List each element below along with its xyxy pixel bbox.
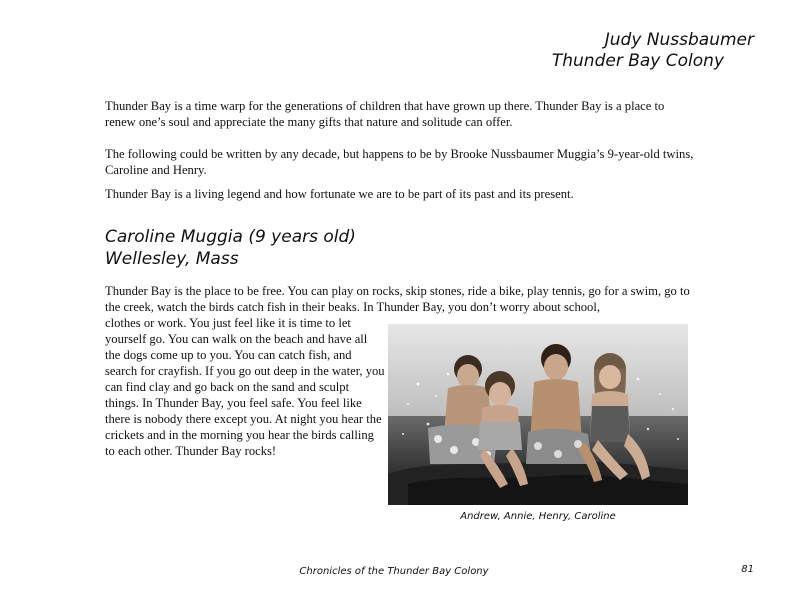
children-photo: [388, 324, 688, 505]
intro-paragraph-1: Thunder Bay is a time warp for the generations of children that have grown up there. Thunder Bay is a place to renew one’s soul and appreciate the many gifts that nature and solitude can offer.: [105, 99, 665, 129]
section-location: Wellesley, Mass: [105, 249, 239, 269]
photo-caption: Andrew, Annie, Henry, Caroline: [460, 511, 616, 522]
section-person: Caroline Muggia (9 years old): [105, 227, 356, 247]
footer-title: Chronicles of the Thunder Bay Colony: [299, 566, 489, 577]
author-name: Judy Nussbaumer: [604, 30, 754, 50]
essay-text-top: Thunder Bay is the place to be free. You can play on rocks, skip stones, ride a bike, play tennis, go for a swim, go to the creek, watch the birds catch fish in their beaks. In Thunder Bay, you don’t worry about school,: [105, 284, 690, 314]
intro-paragraph-3: Thunder Bay is a living legend and how fortunate we are to be part of its past and its present.: [105, 187, 574, 201]
section-heading: [105, 226, 356, 270]
colony-name: Thunder Bay Colony: [551, 51, 724, 71]
essay-text-wrap: clothes or work. You just feel like it is time to let yourself go. You can walk on the beach and have all the dogs come up to you. You can catch fish, and search for crayfish. If you go out deep in the water, you can find clay and go back on the sand and sculpt things. In Thunder Bay, you feel safe. You feel like there is nobody there except you. At night you hear the crickets and in the morning you hear the birds calling to each other. Thunder Bay rocks!: [105, 316, 385, 458]
author-block: [552, 30, 754, 72]
page-number: 81: [741, 564, 754, 575]
intro-paragraph-2: The following could be written by any decade, but happens to be by Brooke Nussbaumer Muggia’s 9-year-old twins, Caroline and Henry.: [105, 147, 694, 177]
